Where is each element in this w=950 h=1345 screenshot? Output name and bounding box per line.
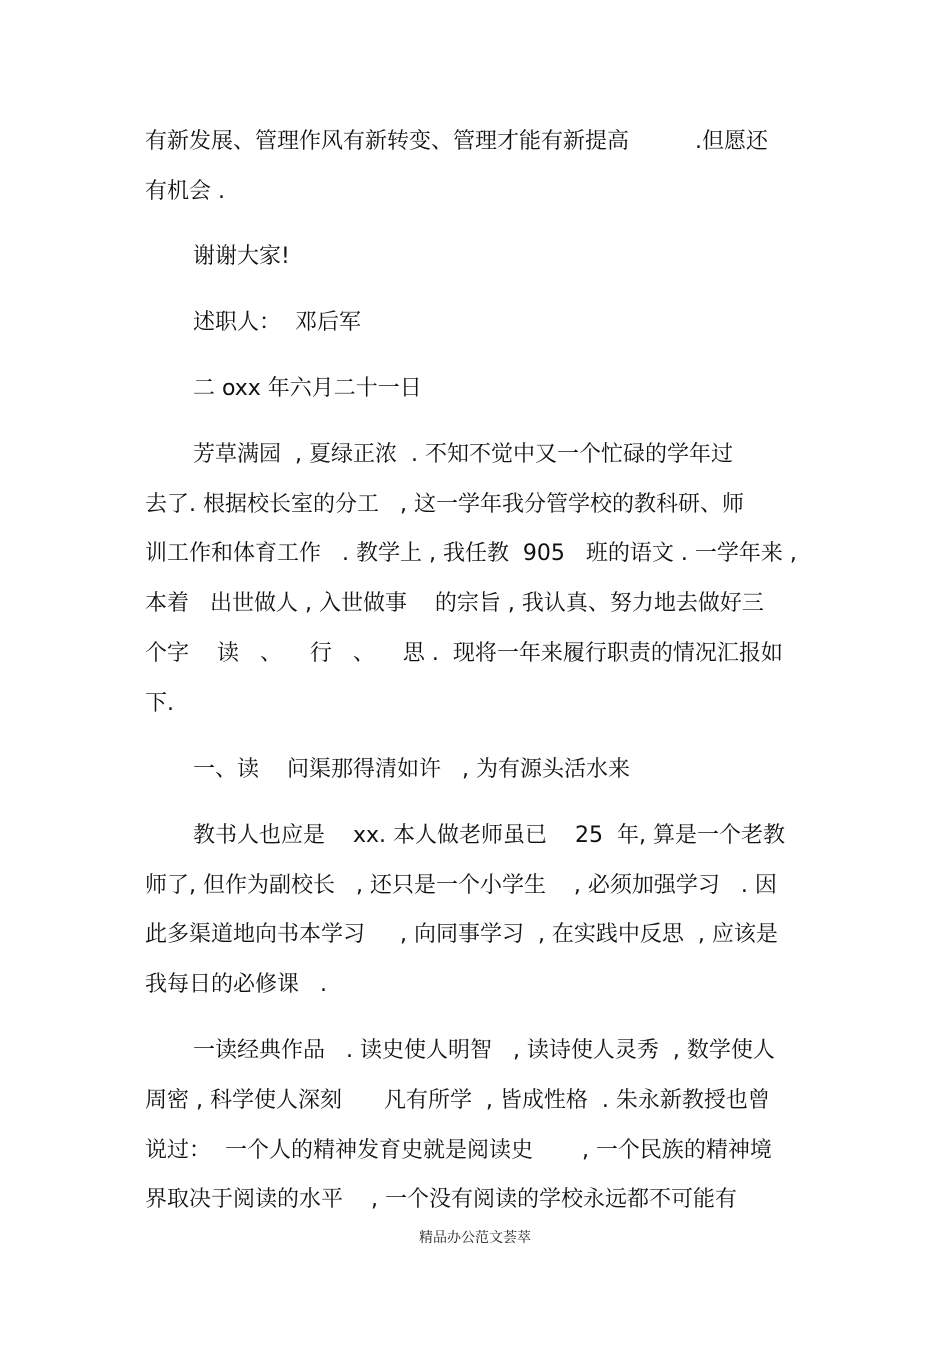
text-line: 此多渠道地向书本学习 , 向同事学习 , 在实践中反思 , 应该是 [145,922,778,947]
text-line: 周密 , 科学使人深刻 凡有所学 , 皆成性格 . 朱永新教授也曾 [145,1088,770,1113]
section-heading: 一、读 问渠那得清如许 , 为有源头活水来 [193,757,630,782]
text-line: 师了, 但作为副校长 , 还只是一个小学生 , 必须加强学习 . 因 [145,873,777,898]
text-line: 我每日的必修课 . [145,972,327,997]
text-line: 芳草满园 , 夏绿正浓 . 不知不觉中又一个忙碌的学年过 [193,442,733,467]
text-line: 有新发展、管理作风有新转变、管理才能有新提高 .但愿还 [145,129,768,154]
signature-line: 述职人： 邓后军 [193,310,361,335]
text-line: 说过： 一个人的精神发育史就是阅读史 , 一个民族的精神境 [145,1138,772,1163]
page-footer: 精品办公范文荟萃 [419,1230,531,1246]
text-line: 有机会 . [145,179,225,204]
text-line: 教书人也应是 xx. 本人做老师虽已 25 年, 算是一个老教 [193,823,785,848]
text-line: 训工作和体育工作 . 教学上 , 我任教 905 班的语文 . 一学年来 , [145,541,797,566]
text-line: 界取决于阅读的水平 , 一个没有阅读的学校永远都不可能有 [145,1187,737,1212]
date-line: 二 oxx 年六月二十一日 [193,376,422,401]
text-line: 去了. 根据校长室的分工 , 这一学年我分管学校的教科研、师 [145,492,744,517]
text-line: 谢谢大家! [193,244,290,269]
text-line: 一读经典作品 . 读史使人明智 , 读诗使人灵秀 , 数学使人 [193,1038,775,1063]
text-line: 个字 读 、 行 、 思 . 现将一年来履行职责的情况汇报如 [145,641,783,666]
text-line: 本着 出世做人 , 入世做事 的宗旨 , 我认真、努力地去做好三 [145,591,764,616]
text-line: 下. [145,691,174,716]
